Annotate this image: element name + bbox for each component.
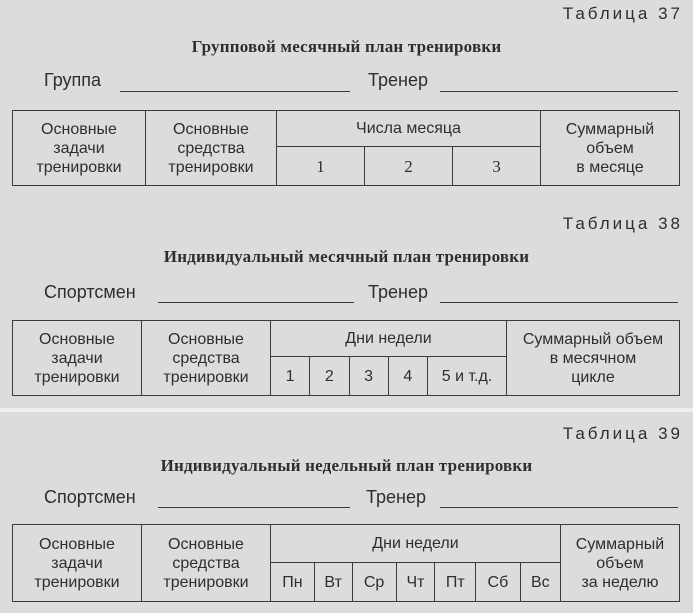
- subheader-cell: Сб: [476, 563, 521, 602]
- trainer-field-line[interactable]: [440, 302, 678, 303]
- trainer-field-label: Тренер: [368, 70, 428, 90]
- subheader-cell: 1: [277, 147, 365, 186]
- header-means: Основные средства тренировки: [142, 525, 271, 602]
- plan-table: [12, 320, 680, 396]
- table-title: Групповой месячный план тренировки: [191, 37, 502, 56]
- header-group: Дни недели: [271, 525, 561, 563]
- plan-table: [12, 524, 680, 602]
- subheader-cell: Вс: [520, 563, 560, 602]
- table-title: Индивидуальный недельный план тренировки: [160, 456, 533, 475]
- subheader-cell: 2: [310, 357, 349, 396]
- subheader-cell: Пн: [271, 563, 315, 602]
- athlete-field-label: Спортсмен: [44, 282, 136, 302]
- header-total: Суммарный объем в месячном цикле: [507, 321, 680, 396]
- header-group: Числа месяца: [277, 111, 541, 147]
- trainer-field-line[interactable]: [440, 91, 678, 92]
- athlete-field-label: Спортсмен: [44, 487, 136, 507]
- trainer-field-line[interactable]: [440, 507, 678, 508]
- header-means: Основные средства тренировки: [146, 111, 277, 186]
- subheader-cell: Вт: [314, 563, 352, 602]
- header-group: Дни недели: [271, 321, 507, 357]
- subheader-cell: Ср: [352, 563, 396, 602]
- subheader-cell: 4: [388, 357, 427, 396]
- plan-table: [12, 110, 680, 186]
- table-number: Таблица 37: [562, 4, 683, 23]
- table-title: Индивидуальный месячный план тренировки: [163, 247, 530, 266]
- subheader-cell: 3: [349, 357, 388, 396]
- athlete-field-line[interactable]: [158, 302, 354, 303]
- subheader-cell: Чт: [396, 563, 435, 602]
- subheader-cell: Пт: [435, 563, 476, 602]
- header-total: Суммарный объем за неделю: [561, 525, 680, 602]
- subheader-cell: 3: [452, 147, 540, 186]
- page-divider: [0, 408, 693, 412]
- athlete-field-line[interactable]: [158, 507, 350, 508]
- group-field-line[interactable]: [120, 91, 350, 92]
- header-tasks: Основные задачи тренировки: [13, 111, 146, 186]
- table-number: Таблица 38: [562, 214, 683, 233]
- header-total: Суммарный объем в месяце: [541, 111, 680, 186]
- group-field-label: Группа: [44, 70, 102, 90]
- header-tasks: Основные задачи тренировки: [13, 525, 142, 602]
- subheader-cell: 5 и т.д.: [428, 357, 507, 396]
- header-tasks: Основные задачи тренировки: [13, 321, 142, 396]
- trainer-field-label: Тренер: [368, 282, 428, 302]
- table-number: Таблица 39: [562, 424, 683, 443]
- subheader-cell: 1: [271, 357, 310, 396]
- trainer-field-label: Тренер: [366, 487, 426, 507]
- subheader-cell: 2: [364, 147, 452, 186]
- header-means: Основные средства тренировки: [142, 321, 271, 396]
